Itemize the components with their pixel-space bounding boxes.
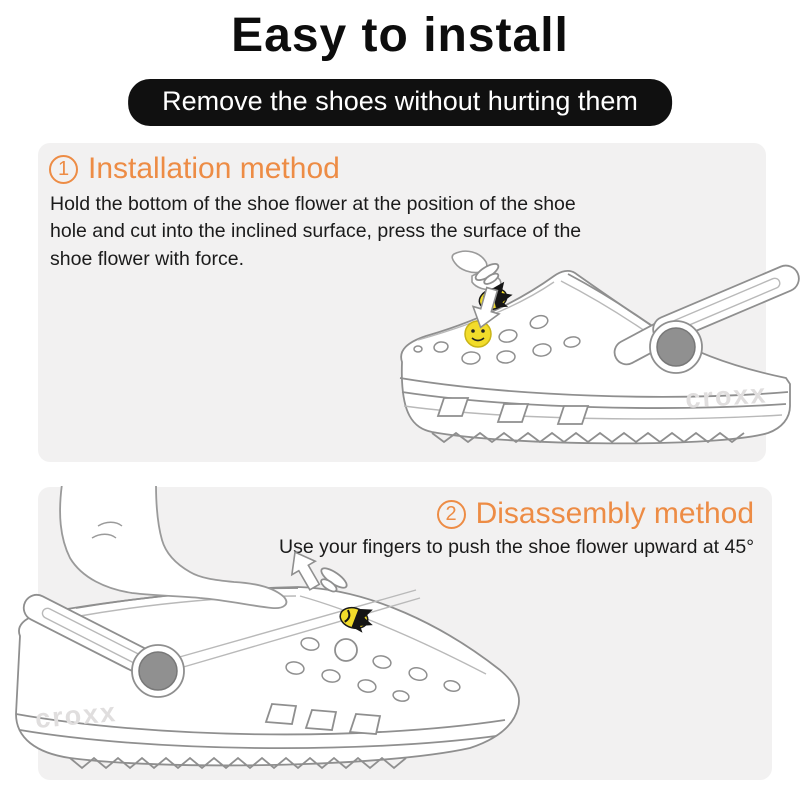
disassembly-clog-illustration <box>0 486 540 786</box>
installation-body-text: Hold the bottom of the shoe flower at the position of the shoe hole and cut into the inclined surface, press the surface of the shoe flower with force. <box>50 192 582 271</box>
step-2-badge: 2 <box>437 500 466 529</box>
step-1-badge: 1 <box>49 155 78 184</box>
installation-clog-illustration <box>388 250 800 464</box>
subtitle-banner: Remove the shoes without hurting them <box>128 79 672 126</box>
clog-outline <box>16 587 519 768</box>
pushing-hand <box>60 486 286 608</box>
page-title: Easy to install <box>231 9 569 62</box>
smiley-charm <box>465 321 491 347</box>
watermark-text: croxx <box>33 696 119 734</box>
installation-heading-label: Installation method <box>88 152 340 185</box>
watermark-text: croxx <box>684 378 769 414</box>
installation-heading <box>49 152 766 187</box>
disassembly-heading-label: Disassembly method <box>475 497 754 530</box>
disassembly-body-text: Use your fingers to push the shoe flower upward at 45° <box>279 535 754 558</box>
pinch-fingers <box>452 251 504 289</box>
popped-hole-knob <box>335 639 357 661</box>
